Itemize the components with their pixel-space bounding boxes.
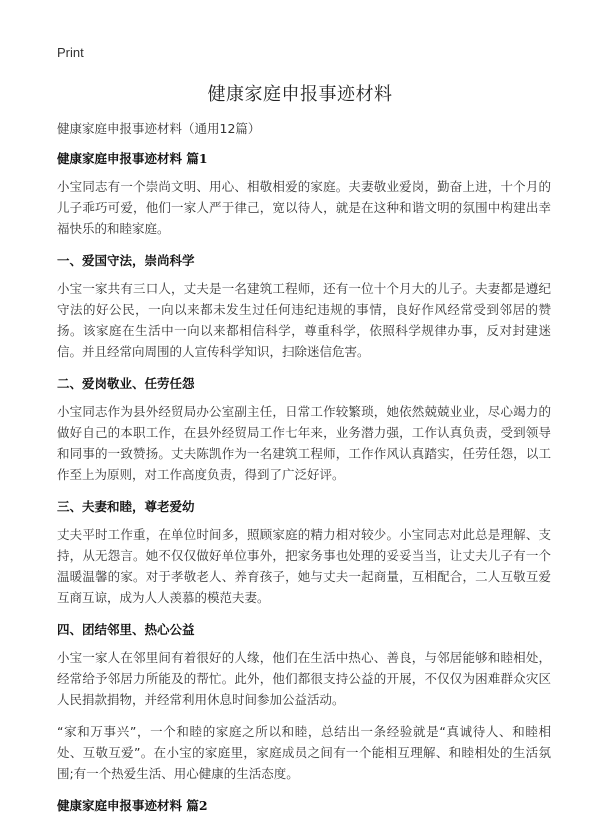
section-4-paragraph-1: 小宝一家人在邻里间有着很好的人缘，他们在生活中热心、善良，与邻居能够和睦相处，经常给予邻居力所能及的帮忙。此外，他们都很支持公益的开展，不仅仅为困难群众灾区人民捐款捐物，并经常利用休息时间参加公益活动。	[57, 650, 551, 707]
section-4-paragraph-2: “家和万事兴”，一个和睦的家庭之所以和睦，总结出一条经验就是“真诚待人、和睦相处、互敬互爱”。在小宝的家庭里，家庭成员之间有一个能相互理解、和睦相处的生活氛围;有一个热爱生活、用心健康的生活态度。	[57, 724, 551, 781]
section-heading-1: 一、爱国守法，崇尚科学	[57, 253, 195, 268]
article-heading-2: 健康家庭申报事迹材料 篇2	[57, 798, 208, 813]
section-1-paragraph: 小宝一家共有三口人，丈夫是一名建筑工程师，还有一位十个月大的儿子。夫妻都是遵纪守法的好公民，一向以来都未发生过任何违纪违规的事情，良好作风经常受到邻居的赞扬。该家庭在生活中一向以来都相信科学，尊重科学，依照科学规律办事，反对封建迷信。并且经常向周围的人宣传科学知识，扫除迷信危害。	[57, 281, 551, 359]
document-subtitle: 健康家庭申报事迹材料（通用12篇）	[57, 121, 261, 136]
document-title: 健康家庭申报事迹材料	[207, 84, 393, 105]
section-2-paragraph: 小宝同志作为县外经贸局办公室副主任，日常工作较繁琐，她依然兢兢业业，尽心竭力的做好自己的本职工作，在县外经贸局工作七年来，业务潜力强，工作认真负责，受到领导和同事的一致赞扬。丈夫陈凯作为一名建筑工程师，工作作风认真踏实，任劳任怨，以工作至上为原则，对工作高度负责，得到了广泛好评。	[57, 404, 551, 482]
section-heading-3: 三、夫妻和睦，尊老爱幼	[57, 499, 195, 514]
article-heading-1: 健康家庭申报事迹材料 篇1	[57, 151, 208, 166]
document-body	[57, 118, 551, 823]
section-heading-2: 二、爱岗敬业、任劳任怨	[57, 376, 195, 391]
section-heading-4: 四、团结邻里、热心公益	[57, 622, 195, 637]
print-label: Print	[57, 45, 84, 60]
intro-paragraph: 小宝同志有一个崇尚文明、用心、相敬相爱的家庭。夫妻敬业爱岗，勤奋上进，十个月的儿子乖巧可爱，他们一家人严于律己，宽以待人，就是在这种和谐文明的氛围中构建出幸福快乐的和睦家庭。	[57, 179, 551, 236]
section-3-paragraph: 丈夫平时工作重，在单位时间多，照顾家庭的精力相对较少。小宝同志对此总是理解、支持，从无怨言。她不仅仅做好单位事外，把家务事也处理的妥妥当当，让丈夫儿子有一个温暖温馨的家。对于孝敬老人、养育孩子，她与丈夫一起商量，互相配合，二人互敬互爱互商互谅，成为人人羡慕的模范夫妻。	[57, 527, 551, 605]
